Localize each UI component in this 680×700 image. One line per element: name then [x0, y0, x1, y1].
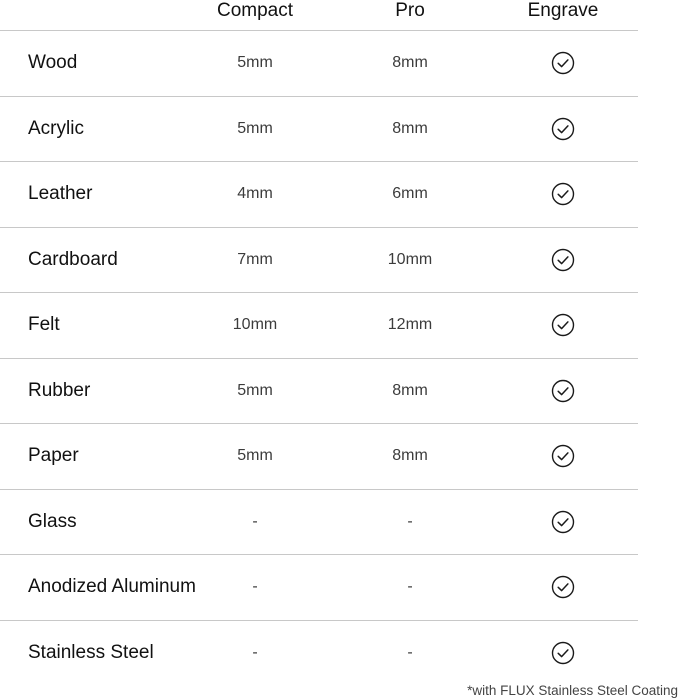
pro-thickness: 8mm: [392, 381, 428, 399]
pro-thickness: -: [407, 644, 413, 662]
pro-thickness: -: [407, 578, 413, 596]
pro-thickness: 8mm: [392, 119, 428, 137]
pro-thickness: 12mm: [387, 316, 433, 334]
check-circle-icon: [551, 444, 575, 468]
pro-thickness: -: [407, 512, 413, 530]
table-row: [0, 490, 638, 556]
check-circle-icon: [551, 248, 575, 272]
table-header: [0, 0, 638, 31]
column-header-pro: Pro: [395, 0, 425, 21]
material-name: Felt: [28, 314, 60, 336]
pro-thickness: 10mm: [387, 250, 433, 268]
compact-thickness: 5mm: [237, 119, 273, 137]
compact-thickness: -: [252, 512, 258, 530]
compact-thickness: 5mm: [237, 381, 273, 399]
pro-thickness: 6mm: [392, 185, 428, 203]
check-circle-icon: [551, 575, 575, 599]
table-row: [0, 293, 638, 359]
table-body: [0, 31, 638, 686]
material-name: Wood: [28, 52, 78, 74]
material-name: Rubber: [28, 379, 91, 401]
table-row: [0, 555, 638, 621]
material-name: Stainless Steel: [28, 642, 154, 664]
table-row: [0, 424, 638, 490]
compact-thickness: 10mm: [232, 316, 278, 334]
material-name: Glass: [28, 510, 77, 532]
material-name: Leather: [28, 183, 93, 205]
table-row: [0, 162, 638, 228]
check-circle-icon: [551, 313, 575, 337]
compact-thickness: -: [252, 578, 258, 596]
compact-thickness: -: [252, 644, 258, 662]
material-name: Anodized Aluminum: [28, 576, 196, 598]
table-row: [0, 359, 638, 425]
compact-thickness: 7mm: [237, 250, 273, 268]
pro-thickness: 8mm: [392, 447, 428, 465]
table-row: [0, 228, 638, 294]
check-circle-icon: [551, 117, 575, 141]
check-circle-icon: [551, 641, 575, 665]
column-header-engrave: Engrave: [527, 0, 599, 21]
compact-thickness: 5mm: [237, 54, 273, 72]
compact-thickness: 5mm: [237, 447, 273, 465]
table-row: [0, 31, 638, 97]
material-name: Paper: [28, 445, 79, 467]
footnote: *with FLUX Stainless Steel Coating: [467, 683, 678, 698]
check-circle-icon: [551, 51, 575, 75]
column-header-compact: Compact: [216, 0, 294, 21]
check-circle-icon: [551, 379, 575, 403]
material-name: Cardboard: [28, 248, 118, 270]
check-circle-icon: [551, 510, 575, 534]
material-name: Acrylic: [28, 117, 84, 139]
compact-thickness: 4mm: [237, 185, 273, 203]
check-circle-icon: [551, 182, 575, 206]
pro-thickness: 8mm: [392, 54, 428, 72]
table-row: [0, 621, 638, 687]
table-row: [0, 97, 638, 163]
